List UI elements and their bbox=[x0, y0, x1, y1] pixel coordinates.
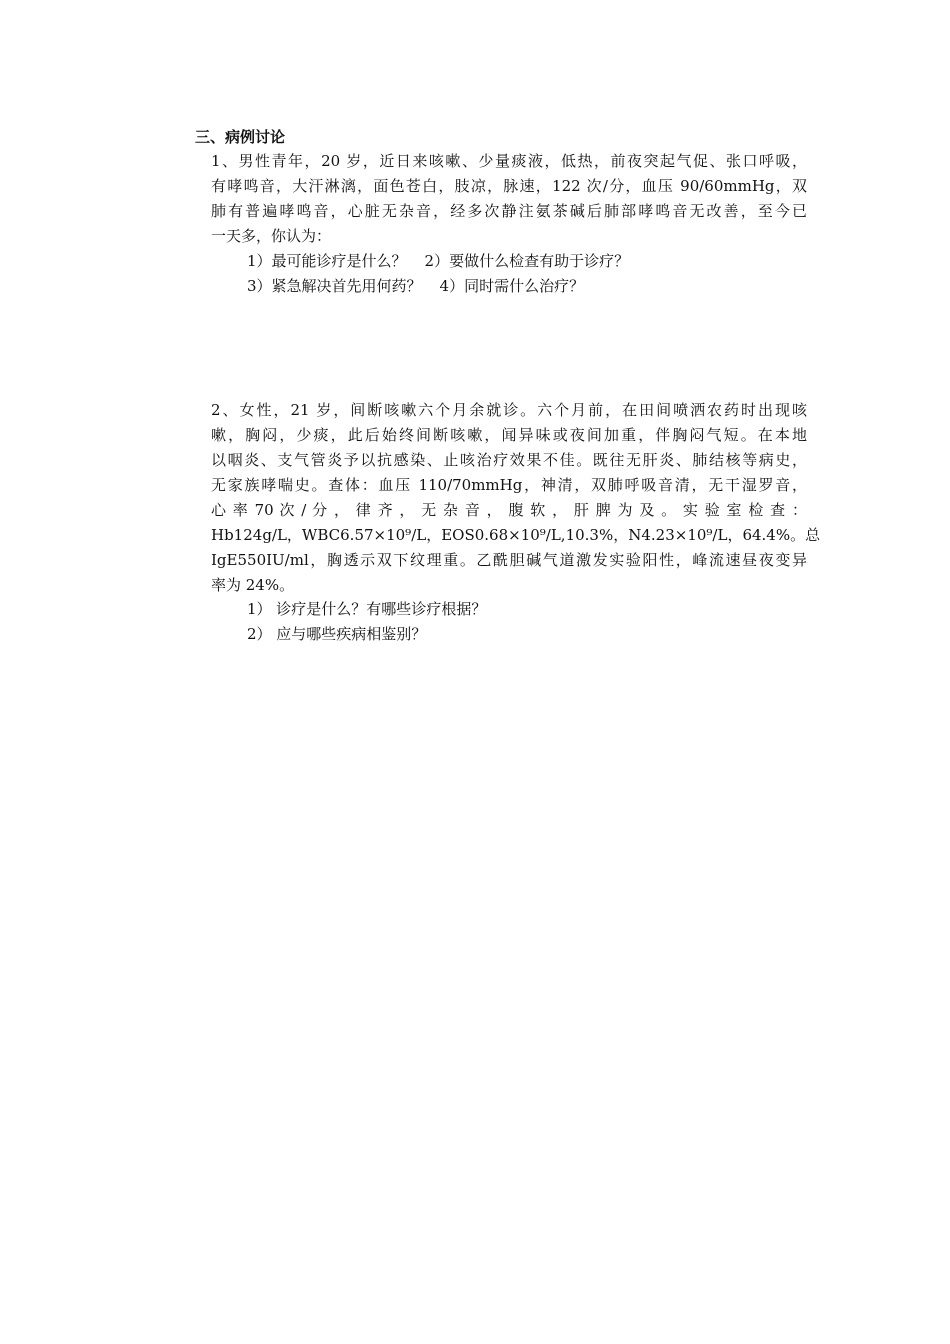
case-1-line: 一天多，你认为： bbox=[211, 227, 332, 245]
case-2-line: 2、女性，21 岁，间断咳嗽六个月余就诊。六个月前，在田间喷洒农药时出现咳 bbox=[211, 401, 807, 419]
case-1-question: 4）同时需什么治疗？ bbox=[439, 277, 585, 295]
case-2-question-1: 1） 诊疗是什么？有哪些诊疗根据？ bbox=[247, 600, 487, 618]
case-1-question: 3）紧急解决首先用何药？ bbox=[247, 277, 422, 295]
case-2-line: 心 率 70 次 / 分 ， 律 齐 ， 无 杂 音 ， 腹 软 ， 肝 脾 为 及 。 实 验 室 检 查 ： bbox=[211, 501, 807, 519]
case-1-line: 1、男性青年，20 岁，近日来咳嗽、少量痰液，低热，前夜突起气促、张口呼吸， bbox=[211, 152, 807, 170]
section-heading: 三、病例讨论 bbox=[195, 128, 286, 146]
case-2-line: 以咽炎、支气管炎予以抗感染、止咳治疗效果不佳。既往无肝炎、肺结核等病史， bbox=[211, 451, 807, 469]
case-1-questions-row-1 bbox=[247, 249, 629, 274]
case-1-line: 肺有普遍哮鸣音，心脏无杂音，经多次静注氨茶碱后肺部哮鸣音无改善，至今已 bbox=[211, 202, 807, 220]
case-1-questions-row-2 bbox=[247, 274, 584, 299]
case-2-question-2: 2） 应与哪些疾病相鉴别？ bbox=[247, 625, 427, 643]
case-1-paragraph bbox=[211, 149, 807, 249]
case-2-line: 嗽，胸闷，少痰，此后始终间断咳嗽，闻异味或夜间加重，伴胸闷气短。在本地 bbox=[211, 426, 807, 444]
case-2-line: Hb124g/L，WBC6.57×10⁹/L，EOS0.68×10⁹/L,10.3%，N4.23×10⁹/L，64.4%。总 bbox=[211, 526, 821, 544]
case-2-line: IgE550IU/ml，胸透示双下纹理重。乙酰胆碱气道激发实验阳性，峰流速昼夜变异 bbox=[211, 551, 807, 569]
case-1-line: 有哮鸣音，大汗淋漓，面色苍白，肢凉，脉速，122 次/分，血压 90/60mmHg，双 bbox=[211, 177, 807, 195]
case-1-question: 1）最可能诊疗是什么？ bbox=[247, 252, 407, 270]
case-1-question: 2）要做什么检查有助于诊疗？ bbox=[424, 252, 630, 270]
case-2-line: 率为 24%。 bbox=[211, 576, 295, 594]
case-2-paragraph bbox=[211, 398, 821, 598]
case-2-line: 无家族哮喘史。查体：血压 110/70mmHg，神清，双肺呼吸音清，无干湿罗音， bbox=[211, 476, 807, 494]
